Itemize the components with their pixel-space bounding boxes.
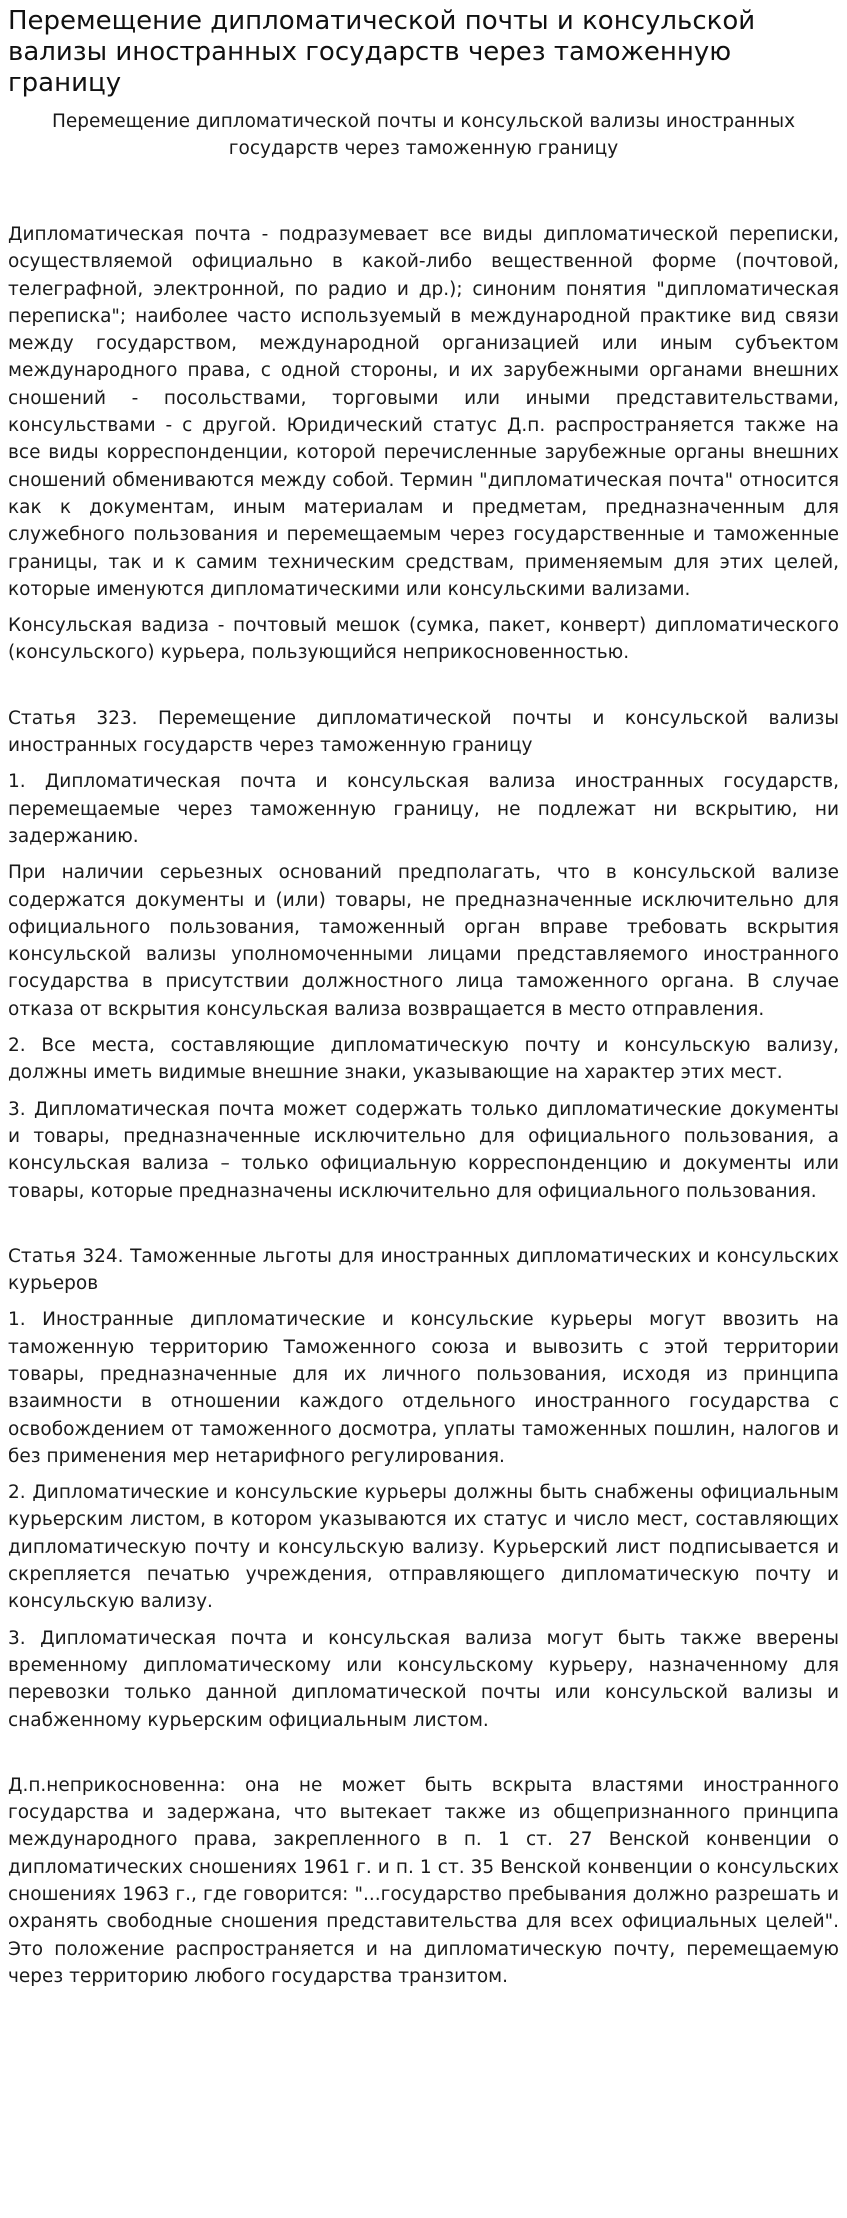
page-subtitle: Перемещение дипломатической почты и консульской вализы иностранных государств через таможенную границу bbox=[51, 111, 796, 159]
paragraph-definition-consular-valise: Консульская вадиза - почтовый мешок (сумка, пакет, конверт) дипломатического (консульского) курьера, пользующийся неприкосновенностью. bbox=[8, 615, 839, 664]
paragraph-definition-diplomatic-mail: Дипломатическая почта - подразумевает все виды дипломатической переписки, осуществляемой официально в какой-либо вещественной форме (почтовой, телеграфной, электронной, по радио и др.); синоним понятия "дипломатическая переписка"; наиболее часто используемый в международной практике вид связи между государством, международной организацией или иным субъектом международного права, с одной стороны, и их зарубежными органами внешних сношений - посольствами, торговыми или иными представительствами, консульствами - с другой. Юридический статус Д.п. распространяется также на все виды корреспонденции, которой перечисленные зарубежные органы внешних сношений обмениваются между собой. Термин "дипломатическая почта" относится как к документам, иным материалам и предметам, предназначенным для служебного пользования и перемещаемым через государственные и таможенные границы, так и к самим техническим средствам, применяемым для этих целей, которые именуются дипломатическими или консульскими вализами. bbox=[8, 224, 839, 600]
article-323-clause-3: 3. Дипломатическая почта может содержать только дипломатические документы и товары, предназначенные исключительно для официального пользования, а консульская вализа – только официальную корреспонденцию и документы или товары, которые предназначены исключительно для официального пользования. bbox=[8, 1098, 839, 1202]
article-324-clause-2: 2. Дипломатические и консульские курьеры должны быть снабжены официальным курьерским листом, в котором указываются их статус и число мест, составляющих дипломатическую почту и консульскую вализу. Курьерский лист подписывается и скрепляется печатью учреждения, отправляющего дипломатическую почту и консульскую вализу. bbox=[8, 1482, 839, 1613]
paragraph-inviolability: Д.п.неприкосновенна: она не может быть вскрыта властями иностранного государства и задержана, что вытекает также из общепризнанного принципа международного права, закрепленного в п. 1 ст. 27 Венской конвенции о дипломатических сношениях 1961 г. и п. 1 ст. 35 Венской конвенции о консульских сношениях 1963 г., где говорится: "...государство пребывания должно разрешать и охранять свободные сношения представительства для всех официальных целей". Это положение распространяется и на дипломатическую почту, перемещаемую через территорию любого государства транзитом. bbox=[8, 1774, 839, 1987]
article-324-heading: Статья 324. Таможенные льготы для иностранных дипломатических и консульских курьеров bbox=[8, 1245, 839, 1295]
article-324-clause-1: 1. Иностранные дипломатические и консульские курьеры могут ввозить на таможенную территорию Таможенного союза и вывозить с этой территории товары, предназначенные для их личного пользования, исходя из принципа взаимности в отношении каждого отдельного иностранного государства с освобождением от таможенного досмотра, уплаты таможенных пошлин, налогов и без применения мер нетарифного регулирования. bbox=[8, 1309, 839, 1467]
document-body bbox=[8, 162, 839, 1990]
article-323-clause-1-detail: При наличии серьезных оснований предполагать, что в консульской вализе содержатся документы и (или) товары, не предназначенные исключительно для официального пользования, таможенный орган вправе требовать вскрытия консульской вализы уполномоченными лицами представляемого иностранного государства в присутствии должностного лица таможенного органа. В случае отказа от вскрытия консульская вализа возвращается в место отправления. bbox=[8, 862, 839, 1020]
article-324-clause-3: 3. Дипломатическая почта и консульская вализа могут быть также вверены временному дипломатическому или консульскому курьеру, назначенному для перевозки только данной дипломатической почты или консульской вализы и снабженному курьерским официальным листом. bbox=[8, 1627, 839, 1731]
article-323-clause-2: 2. Все места, составляющие дипломатическую почту и консульскую вализу, должны иметь видимые внешние знаки, указывающие на характер этих мест. bbox=[8, 1035, 839, 1084]
article-323-clause-1: 1. Дипломатическая почта и консульская вализа иностранных государств, перемещаемые через таможенную границу, не подлежат ни вскрытию, ни задержанию. bbox=[8, 771, 839, 847]
article-323-heading: Статья 323. Перемещение дипломатической почты и консульской вализы иностранных государств через таможенную границу bbox=[8, 707, 839, 757]
page-title: Перемещение дипломатической почты и консульской вализы иностранных государств через таможенную границу bbox=[8, 6, 756, 98]
